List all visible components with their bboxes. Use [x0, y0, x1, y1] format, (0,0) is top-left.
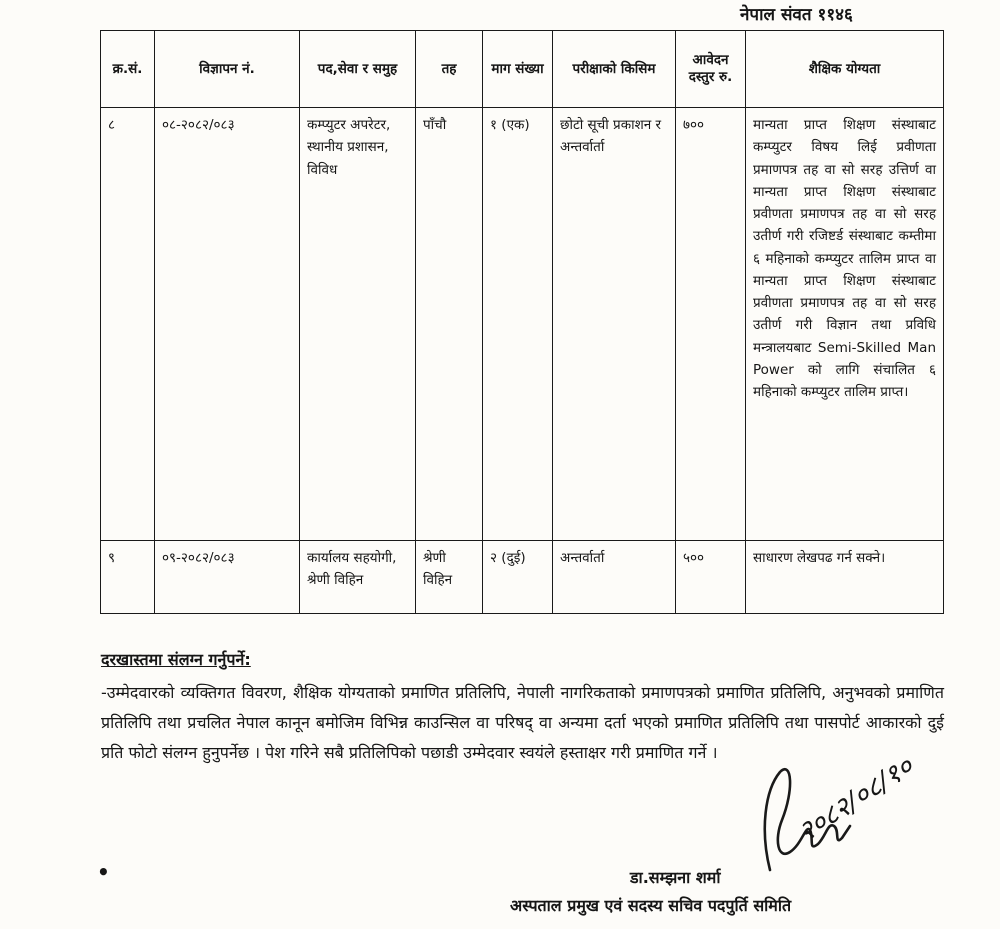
- header-post-service-group: पद,सेवा र समुह: [300, 31, 416, 108]
- vacancy-table: [100, 30, 944, 614]
- cell-level: पाँचौ: [416, 108, 483, 541]
- header-demand: माग संख्या: [483, 31, 553, 108]
- signer-name: डा.सम्झना शर्मा: [630, 868, 721, 887]
- table-header-row: [101, 31, 944, 108]
- cell-post: कार्यालय सहयोगी, श्रेणी विहिन: [300, 541, 416, 614]
- cell-ad-number: ०९-२०८२/०८३: [155, 541, 300, 614]
- table-row: [101, 541, 944, 614]
- header-serial: क्र.सं.: [101, 31, 155, 108]
- cell-ad-number: ०८-२०८२/०८३: [155, 108, 300, 541]
- cell-serial: ९: [101, 541, 155, 614]
- document-date: नेपाल संवत ११४६: [740, 5, 853, 25]
- header-level: तह: [416, 31, 483, 108]
- cell-qualification: साधारण लेखपढ गर्न सक्ने।: [746, 541, 944, 614]
- table-row: [101, 108, 944, 541]
- attachments-heading: दरखास्तमा संलग्न गर्नुपर्ने:: [101, 650, 251, 669]
- header-exam-type: परीक्षाको किसिम: [553, 31, 676, 108]
- cell-post: कम्प्युटर अपरेटर, स्थानीय प्रशासन, विविध: [300, 108, 416, 541]
- header-fee: आवेदन दस्तुर रु.: [676, 31, 746, 108]
- cell-demand: १ (एक): [483, 108, 553, 541]
- signer-designation: अस्पताल प्रमुख एवं सदस्य सचिव पदपुर्ति समिति: [510, 896, 792, 915]
- cell-exam-type: छोटो सूची प्रकाशन र अन्तर्वार्ता: [553, 108, 676, 541]
- cell-level: श्रेणी विहिन: [416, 541, 483, 614]
- attachments-text: -उम्मेदवारको व्यक्तिगत विवरण, शैक्षिक योग्यताको प्रमाणित प्रतिलिपि, नेपाली नागरिकताको प्रमाणपत्रको प्रमाणित प्रतिलिपि, अनुभवको प्रमाणित प्रतिलिपि तथा प्रचलित नेपाल कानून बमोजिम विभिन्न काउन्सिल वा परिषद् वा अन्यमा दर्ता भएको प्रमाणित प्रतिलिपि तथा पासपोर्ट आकारको दुई प्रति फोटो संलग्न हुनुपर्नेछ । पेश गरिने सबै प्रतिलिपिको पछाडी उम्मेदवार स्वयंले हस्ताक्षर गरी प्रमाणित गर्ने ।: [101, 683, 944, 762]
- cell-serial: ८: [101, 108, 155, 541]
- cell-demand: २ (दुई): [483, 541, 553, 614]
- cell-qualification: मान्यता प्राप्त शिक्षण संस्थाबाट कम्प्युटर विषय लिई प्रवीणता प्रमाणपत्र तह वा सो सरह उत्तिर्ण वा मान्यता प्राप्त शिक्षण संस्थाबाट प्रवीणता प्रमाणपत्र तह वा सो सरह उतीर्ण गरी रजिष्टर्ड संस्थाबाट कम्तीमा ६ महिनाको कम्प्युटर तालिम प्राप्त वा मान्यता प्राप्त शिक्षण संस्थाबाट प्रवीणता प्रमाणपत्र तह वा सो सरह उतीर्ण गरी विज्ञान तथा प्रविधि मन्त्रालयबाट Semi-Skilled Man Power को लागि संचालित ६ महिनाको कम्प्युटर तालिम प्राप्त।: [746, 108, 944, 541]
- cell-fee: ७००: [676, 108, 746, 541]
- cell-exam-type: अन्तर्वार्ता: [553, 541, 676, 614]
- signature-date: २०८२/०८/१०: [792, 751, 919, 849]
- header-qualification: शैक्षिक योग्यता: [746, 31, 944, 108]
- header-ad-number: विज्ञापन नं.: [155, 31, 300, 108]
- bullet-dot: •: [97, 860, 110, 884]
- cell-fee: ५००: [676, 541, 746, 614]
